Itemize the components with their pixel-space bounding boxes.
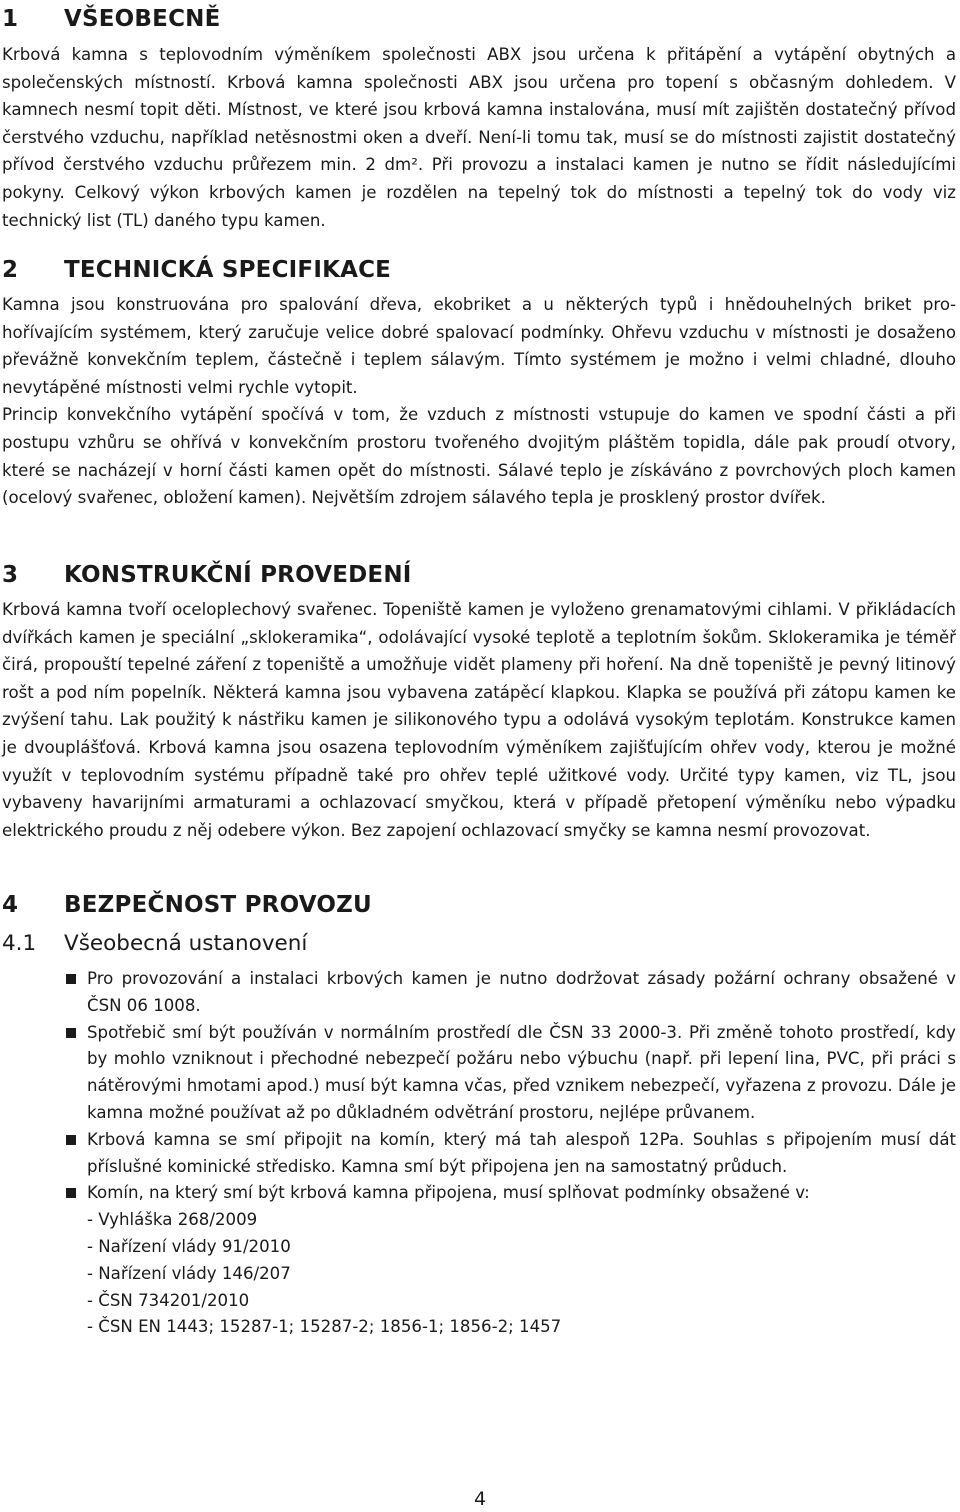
regulation-item: - ČSN 734201/2010 — [87, 1290, 250, 1310]
section-1-text: Krbová kamna s teplovodním výměníkem společnosti ABX jsou určena k přitápění a vytápění obytných a společenských místností. Krbová kamna společnosti ABX jsou určena pro topení s občasným dohledem. V kamnech nesmí topit děti. Místnost, ve které jsou krbová kamna instalována, musí mít zajištěn dostatečný přívod čerstvého vzduchu, například netěsnostmi oken a dveří. Není-li tomu tak, musí se do místnosti zajistit dostatečný přívod čerstvého vzduchu průřezem min. 2 dm². Při provozu a instalaci kamen je nutno se řídit následujícími pokyny. Celkový výkon krbových kamen je rozdělen na tepelný tok do místnosti a tepelný tok do vody viz technický list (TL) daného typu kamen. — [2, 45, 956, 230]
list-item: Spotřebič smí být používán v normálním prostředí dle ČSN 33 2000-3. Při změně tohoto prostředí, kdy by mohlo vzniknout i přechodné nebezpečí požáru nebo výbuchu (např. při lepení lina, PVC, při práci s nátěrovými hmotami apod.) musí být kamna včas, před vznikem nebezpečí, vyřazena z provozu. Dále je kamna možné používat až po důkladném odvětrání prostoru, nejlépe průvanem. — [0, 1020, 956, 1127]
section-number: 4 — [2, 892, 19, 918]
square-bullet-icon — [66, 1135, 76, 1145]
section-1 — [2, 4, 956, 234]
subsection-number: 4.1 — [2, 931, 37, 956]
regulation-item: - Nařízení vlády 146/207 — [87, 1263, 291, 1283]
list-item: Komín, na který smí být krbová kamna připojena, musí splňovat podmínky obsažené v: - Vyhláška 268/2009 - Nařízení vlády 91/2010 - Nařízení vlády 146/207 - ČSN 734201/2010 - ČSN EN 1443; 15287-1; 15287-2; 1856-1; 1856-2; 1457 — [0, 1180, 956, 1341]
section-title: TECHNICKÁ SPECIFIKACE — [64, 257, 392, 283]
section-title: KONSTRUKČNÍ PROVEDENÍ — [64, 562, 412, 588]
section-4 — [2, 890, 956, 920]
section-3-text: Krbová kamna tvoří oceloplechový svařenec. Topeniště kamen je vyloženo grenamatovými cihlami. V přikládacích dvířkách kamen je speciální „sklokeramika“, odolávající vysoké teplotě a teplotním šokům. Sklokeramika je téměř čirá, propouští tepelné záření z topeniště a umožňuje vidět plameny při hoření. Na dně topeniště je pevný litinový rošt a pod ním popelník. Některá kamna jsou vybavena zatápěcí klapkou. Klapka se používá při zátopu kamen ke zvýšení tahu. Lak použitý k nástřiku kamen je silikonového typu a odolává vysokým teplotám. Konstrukce kamen je dvouplášťová. Krbová kamna jsou osazena teplovodním výměníkem zajišťujícím ohřev vody, kterou je možné využít v teplovodním systému případně také pro ohřev teplé užitkové vody. Určité typy kamen, viz TL, jsou vybaveny havarijními armaturami a ochlazovací smyčkou, která v případě přetopení výměníku nebo výpadku elektrického proudu z něj odebere výkon. Bez zapojení ochlazovací smyčky se kamna nesmí provozovat. — [2, 600, 956, 840]
subsection-4-1-heading — [2, 930, 307, 958]
regulation-item: - Vyhláška 268/2009 — [87, 1210, 258, 1230]
section-2-paragraph-2: Princip konvekčního vytápění spočívá v tom, že vzduch z místnosti vstupuje do kamen ve spodní části a při postupu vzhůru se ohřívá v konvekčním prostoru tvořeného dvojitým pláštěm topidla, dále pak proudí otvory, které se nacházejí v horní části kamen opět do místnosti. Sálavé teplo je získáváno z povrchových ploch kamen (ocelový svařenec, obložení kamen). Největším zdrojem sálavého tepla je prosklený prostor dvířek. — [2, 405, 956, 508]
section-3-heading — [2, 560, 956, 590]
square-bullet-icon — [66, 974, 76, 984]
section-2-paragraph-1: Kamna jsou konstruována pro spalování dřeva, ekobriket a u některých typů i hnědouhelných briket prohořívajícím systémem, který zaručuje velice dobré spalovací podmínky. Ohřevu vzduchu v místnosti je dosaženo převážně konvekčním teplem, částečně i teplem sálavým. Tímto systémem je možno i velmi chladné, dlouho nevytápěné místnosti velmi rychle vytopit. — [2, 295, 956, 397]
section-2-heading — [2, 255, 956, 285]
square-bullet-icon — [66, 1188, 76, 1198]
section-1-heading — [2, 4, 956, 34]
safety-rules-list — [0, 966, 956, 1341]
regulations-list — [87, 1207, 956, 1341]
square-bullet-icon — [66, 1028, 76, 1038]
page-number: 4 — [473, 1488, 487, 1510]
section-number: 2 — [2, 257, 19, 283]
section-number: 1 — [2, 6, 19, 32]
section-4-heading — [2, 890, 956, 920]
section-title: BEZPEČNOST PROVOZU — [64, 892, 372, 918]
section-title: VŠEOBECNĚ — [64, 6, 221, 32]
list-item: Krbová kamna se smí připojit na komín, který má tah alespoň 12Pa. Souhlas s připojením musí dát příslušné kominické středisko. Kamna smí být připojena jen na samostatný průduch. — [0, 1127, 956, 1181]
regulation-item: - ČSN EN 1443; 15287-1; 15287-2; 1856-1; 1856-2; 1457 — [87, 1317, 562, 1337]
list-item: Pro provozování a instalaci krbových kamen je nutno dodržovat zásady požární ochrany obsažené v ČSN 06 1008. — [0, 966, 956, 1020]
regulation-item: - Nařízení vlády 91/2010 — [87, 1236, 291, 1256]
section-2 — [2, 255, 956, 512]
section-number: 3 — [2, 562, 19, 588]
subsection-title: Všeobecná ustanovení — [64, 931, 308, 956]
section-3 — [2, 560, 956, 844]
